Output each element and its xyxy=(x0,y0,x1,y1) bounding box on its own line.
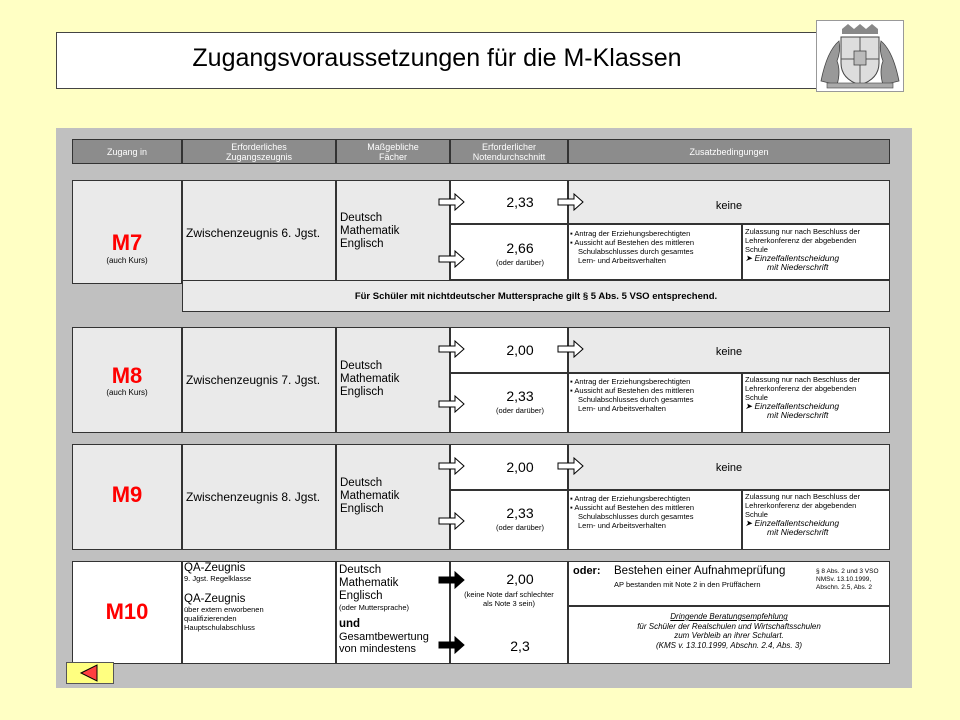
m8-zulassung: Zulassung nur nach Beschluss der Lehrerkonferenz der abgebenden Schule ➤ Einzelfallentscheidung mit Niederschrift xyxy=(745,375,861,420)
header-noten: Erforderlicher Notendurchschnitt xyxy=(450,139,568,164)
header-zeugnis: Erforderliches Zugangszeugnis xyxy=(182,139,336,164)
back-arrow-icon xyxy=(67,663,113,683)
m8-keine: keine xyxy=(715,346,743,358)
m10-faecher: Deutsch Mathematik Englisch (oder Muttersprache) und Gesamtbewertung von mindestens xyxy=(339,564,429,655)
page-title: Zugangsvoraussetzungen für die M-Klassen xyxy=(192,44,682,72)
hollow-right-arrow-icon xyxy=(439,194,464,210)
arrows-layer xyxy=(56,128,912,688)
m7-footnote: Für Schüler mit nichtdeutscher Muttersprache gilt § 5 Abs. 5 VSO entsprechend. xyxy=(354,291,718,302)
m7-klasse: M7 xyxy=(111,230,143,255)
m10-note1: 2,00 xyxy=(506,571,534,587)
m8-note2: 2,33 xyxy=(506,388,534,404)
m9-note2: 2,33 xyxy=(506,505,534,521)
m7-keine: keine xyxy=(715,200,743,212)
hollow-right-arrow-icon xyxy=(439,341,464,357)
crest-icon xyxy=(816,20,904,92)
m9-klasse: M9 xyxy=(111,482,143,507)
m10-zeugnis: QA-Zeugnis 9. Jgst. Regelklasse QA-Zeugnis über extern erworbenen qualifizierenden Hauptschulabschluss xyxy=(184,562,264,632)
m10-klasse: M10 xyxy=(105,599,149,624)
m7-oder-darueber: (oder darüber) xyxy=(496,258,544,267)
m10-note1-sub: (keine Note darf schlechter als Note 3 sein) xyxy=(464,590,554,608)
m8-klasse: M8 xyxy=(111,363,143,388)
m9-bullets: ▪ Antrag der Erziehungsberechtigten ▪ Aussicht auf Bestehen des mittleren Schulabschlusses durch gesamtes Lern- und Arbeitsverhalten xyxy=(570,494,694,530)
header-faecher: Maßgebliche Fächer xyxy=(336,139,450,164)
m7-zulassung: Zulassung nur nach Beschluss der Lehrerkonferenz der abgebenden Schule ➤ Einzelfallentscheidung mit Niederschrift xyxy=(745,227,861,272)
table-panel xyxy=(56,128,912,688)
m8-kurs: (auch Kurs) xyxy=(106,388,148,397)
header-zugang: Zugang in xyxy=(72,139,182,164)
m10-oder: oder: xyxy=(573,565,601,577)
hollow-right-arrow-icon xyxy=(558,194,583,210)
m9-faecher: Deutsch Mathematik Englisch xyxy=(340,477,400,515)
m7-kurs: (auch Kurs) xyxy=(106,256,148,265)
hollow-right-arrow-icon xyxy=(439,396,464,412)
m8-note1: 2,00 xyxy=(506,342,534,358)
m8-bullets: ▪ Antrag der Erziehungsberechtigten ▪ Aussicht auf Bestehen des mittleren Schulabschlusses durch gesamtes Lern- und Arbeitsverhalten xyxy=(570,377,694,413)
back-button[interactable] xyxy=(66,662,114,684)
header-zusatz: Zusatzbedingungen xyxy=(568,139,890,164)
m9-zeugnis: Zwischenzeugnis 8. Jgst. xyxy=(186,490,321,504)
m9-oder-darueber: (oder darüber) xyxy=(496,523,544,532)
m8-faecher: Deutsch Mathematik Englisch xyxy=(340,360,400,398)
hollow-right-arrow-icon xyxy=(439,458,464,474)
m10-note2: 2,3 xyxy=(510,638,530,654)
m10-empf: Dringende Beratungsempfehlung für Schüler der Realschulen und Wirtschaftsschulen zum Verbleib an ihrer Schulart. (KMS v. 13.10.1999, Abschn. 2.4, Abs. 3) xyxy=(637,612,821,650)
m10-bestehen: Bestehen einer Aufnahmeprüfung xyxy=(614,565,786,577)
m9-keine: keine xyxy=(715,462,743,474)
m10-ref: § 8 Abs. 2 und 3 VSO NMSv. 13.10.1999, Abschn. 2.5, Abs. 2 xyxy=(816,568,879,591)
m7-bullets: ▪ Antrag der Erziehungsberechtigten ▪ Aussicht auf Bestehen des mittleren Schulabschlusses durch gesamtes Lern- und Arbeitsverhalten xyxy=(570,229,694,265)
m7-zeugnis: Zwischenzeugnis 6. Jgst. xyxy=(186,226,321,240)
filled-right-arrow-icon xyxy=(439,637,464,653)
m9-zulassung: Zulassung nur nach Beschluss der Lehrerkonferenz der abgebenden Schule ➤ Einzelfallentscheidung mit Niederschrift xyxy=(745,492,861,537)
m10-ap: AP bestanden mit Note 2 in den Prüffächern xyxy=(614,580,761,589)
m7-note1: 2,33 xyxy=(506,194,534,210)
hollow-right-arrow-icon xyxy=(558,458,583,474)
hollow-right-arrow-icon xyxy=(558,341,583,357)
m7-note2: 2,66 xyxy=(506,240,534,256)
m8-oder-darueber: (oder darüber) xyxy=(496,406,544,415)
filled-right-arrow-icon xyxy=(439,572,464,588)
m9-note1: 2,00 xyxy=(506,459,534,475)
hollow-right-arrow-icon xyxy=(439,251,464,267)
m8-zeugnis: Zwischenzeugnis 7. Jgst. xyxy=(186,373,321,387)
m7-faecher: Deutsch Mathematik Englisch xyxy=(340,212,400,250)
hollow-right-arrow-icon xyxy=(439,513,464,529)
